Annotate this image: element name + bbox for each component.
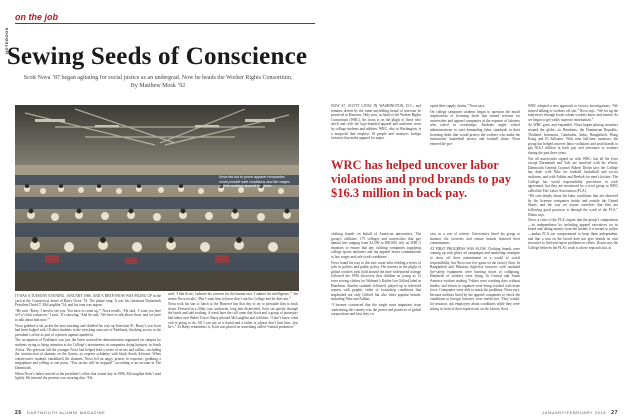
body-paragraph: WRC adopted a new approach to factory investigations. “We started talking to workers off site,” Nova says. “We set up the interviews through locals whom workers knew and trusted. So we began to get vastly superior information.” (528, 104, 618, 122)
page-number-right: 27 (611, 410, 618, 416)
body-paragraph: The occupation of Parkhurst was just the latest nonviolent demonstration organized on campus by students trying to bring attention to the College’s investments in companies doing business in South Africa. The previous fall the younger Nova had helped lead a series of sit-ins and rallies—including the construction of shanties on the Green—to express solidarity with black South Africans. When conservative students vandalized the shanties, Nova led an angry protest in response, grabbing a megaphone and yelling at one point, “You racists will be stopped!” according to an account in The Dartmouth. (15, 338, 161, 370)
body-column-right-1 (331, 104, 421, 142)
body-paragraph: “I became convinced that the single most important issue confronting the country was the power and practices of global corporations and how they co- (331, 302, 421, 317)
deck: Scott Nova ’87 began agitating for social justice as an undergrad. Now he heads the Worker Rights Consortium. By Matthew Mosk ’92 (23, 75, 293, 89)
body-column-right-2 (430, 104, 520, 147)
photo-caption: Nova led out to prove apparel companies could provide safe conditions and fair wages to their workers around the globe. (219, 175, 290, 188)
issue-date: JANUARY/FEBRUARY 2015 (542, 410, 607, 415)
body-paragraph: said, ‘I like Scott, I admire his concern for the human race, I admire his intelligence,’” the senior Nova recalls. “But I want him to know that I run the College and he does not.” (168, 292, 298, 301)
body-column-left (15, 294, 161, 382)
body-paragraph: Nova took his son to lunch at the Hanover Inn that day to try to persuade him to back down. Dressed in a filthy coat, unshaven, long hair disheveled, Scott sat quietly through the lunch and said nothing. A week later the call came that Scott and a group of protestors had taken over Baker Tower. Barry phoned McLaughlin and told him, “I don’t know what you’re going to do. All I can say as a friend and a father is, please don’t hurt him—but he’s.” As Barry remembers it, Scott was placed on something called “eternal probation.” (168, 302, 298, 330)
body-paragraph: When Nova’s father arrived at the president’s office that winter day in 1986, McLaughlin didn’t read lightly. He insisted the protests was wearing thin. “He (15, 371, 161, 381)
body-paragraph: Nova grabbed a ski jacket the next morning and skidded his way up Interstate 91. Barry’s son Scott had been lodged with 18 other students in the wrecking staircase of Parkhurst, blocking access to the president’s office as part of a protest against apartheid. (15, 323, 161, 337)
factory-floor-image (15, 105, 299, 291)
body-column-right-3 (528, 104, 618, 251)
body-column-right-2b (430, 232, 520, 312)
section-label: on the job (15, 12, 58, 22)
body-paragraph: As WRC grew and expanded, Nova began placing monitors around the globe—in Honduras, the Dominican Republic, Thailand, Indonesia, Cambodia, India, Bangladesh, Hong Kong and El Salvador. With nine full-time monitors, the group has helped uncover labor violations and prod brands to pay $16.3 million in back pay and severance to workers during the past three years. (528, 123, 618, 155)
body-paragraph: NOW 47, SCOTT LIVES IN WASHINGTON, D.C., and remains driven by the same unyielding brand of activism he practiced in Hanover. Only now, as head of the Worker Rights Consortium (WRC), his focus is on the plight of those who stitch and craft the logo-branded apparel and uniforms worn by college students and athletes. WRC, also in Washington, is a nonprofit that employs 18 people and monitors foreign factories that make apparel for major (331, 104, 421, 141)
lead-photo (15, 105, 299, 291)
section-rule (15, 23, 315, 24)
body-paragraph: cess as a sort of referee. Universities hired his group to monitor the factories and ensure brands honored their commitments. (430, 232, 520, 246)
magazine-title: DARTMOUTH ALUMNI MAGAZINE (26, 410, 106, 415)
pull-quote: WRC has helped uncover labor violations and prod brands to pay $16.3 million in back pay. (331, 158, 512, 200)
body-column-left-2 (168, 292, 298, 331)
footer-right (542, 410, 618, 416)
side-label: NOTEBOOK (4, 26, 9, 54)
body-paragraph: Not all universities signed on with WRC, but all the Ivies except Dartmouth and Yale are involved with his efforts. Dartmouth General Counsel Robert Donin says the College has deals with Nike for football, basketball and soccer uniforms, and with Adidas and Reebok for men’s hockey. The College has social responsibility provisions in each agreement, but they are monitored by a rival group to WRC called the Fair Labor Association (FLA). (528, 156, 618, 193)
footer-left (15, 410, 105, 416)
body-paragraph: On college campuses students began to question the moral implications of licensing deals that earned revenue for universities and apparel companies at the expense of laborers who toiled in sweatshops. Students urged school administrations to start demanding labor standards in their licensing deals that would protect the workers who make the institutions’ basketball jerseys and football cleats. Nova entered the pro- (430, 109, 520, 146)
body-paragraph: AT FIRST PROGRESS WAS SLOW. Clothing brands were coming up with glitzy ad campaigns and marketing strategies to show off their commitment to a world of social responsibility, but Nova saw few gains on the factory floor. In Bangladesh and Pakistan, high-rise factories with outdated fire-safety equipment were burning down or collapsing. Hundreds of workers were dying. In Central and South America workers making T-shirts were working days without breaks, and efforts to organize were being crushed with brute force. Companies were able to mask the problems, Nova says, because auditors hired by the apparel companies to check the conditions at foreign factories were ineffective. They would, for instance, ask employees about conditions while they were sitting in front of their supervisors on the factory floor. (430, 246, 520, 311)
body-column-right-1b (331, 232, 421, 318)
body-paragraph: “We care deeply about the labor conditions that are observed by the licensee companies inside and outside the United States, and the way we assure ourselves that they are following good practices is through the work of the FLA,” Donin says. (528, 194, 618, 217)
body-paragraph: IT WAS A TUESDAY EVENING, JANUARY 1986, AND A DEEP SNOW WAS PILING UP in the yard at the Connecticut home of Barry Nova ’53. The phone rang. It was his classmate Dartmouth President David T. McLaughlin ’54, and his tone was urgent. (15, 294, 161, 308)
body-paragraph: Nova, a critic of the FLA, argues that the group’s composition—its independence by including apparel executives on its board and taking money from the brands it is meant to police—makes FLA too compromised to keep them independent, and that a seat on the board does not give brands its own incentive to find and report problems in others. Donin says the College believes the FLA’s work is above reproach but, at (528, 218, 618, 250)
body-paragraph: Nova found his way to this new cause after fielding a series of jobs in politics and public policy. His interest in the plight of global workers took hold around the time widespread outrage followed the 1996 discovery that children as young as 12 were sewing clothes for Walmart’s Kathie Lee Gifford label in Honduras. Similar scandals followed, played up in televised reports with graphic video of sweatshop conditions that implicated not only Gifford but also other popular brands, including Nike and Adidas. (331, 260, 421, 302)
body-paragraph: opted their supply chains,” Nova says. (430, 104, 486, 108)
body-paragraph: clothing brands on behalf of American universities. The group’s affiliates, 175 colleges and universities that pay annual fees ranging from $1,500 to $50,000, rely on WRC’s monitors to ensure that any clothing companies supplying college sports uniforms and fan apparel honor commitments to fair wages and safe work conditions. (331, 232, 421, 259)
page-number-left: 26 (15, 410, 22, 416)
body-paragraph: “He said, ‘Barry, I need to see you. You have to come up,’” Nova recalls. “He said, ‘I want you here at 9 o’clock tomorrow.’ I said, ‘It’s snowing.’ And he said, ‘We have to talk about Scott, and we have to talk about him now.’” (15, 308, 161, 322)
headline: Sewing Seeds of Conscience (6, 43, 308, 70)
